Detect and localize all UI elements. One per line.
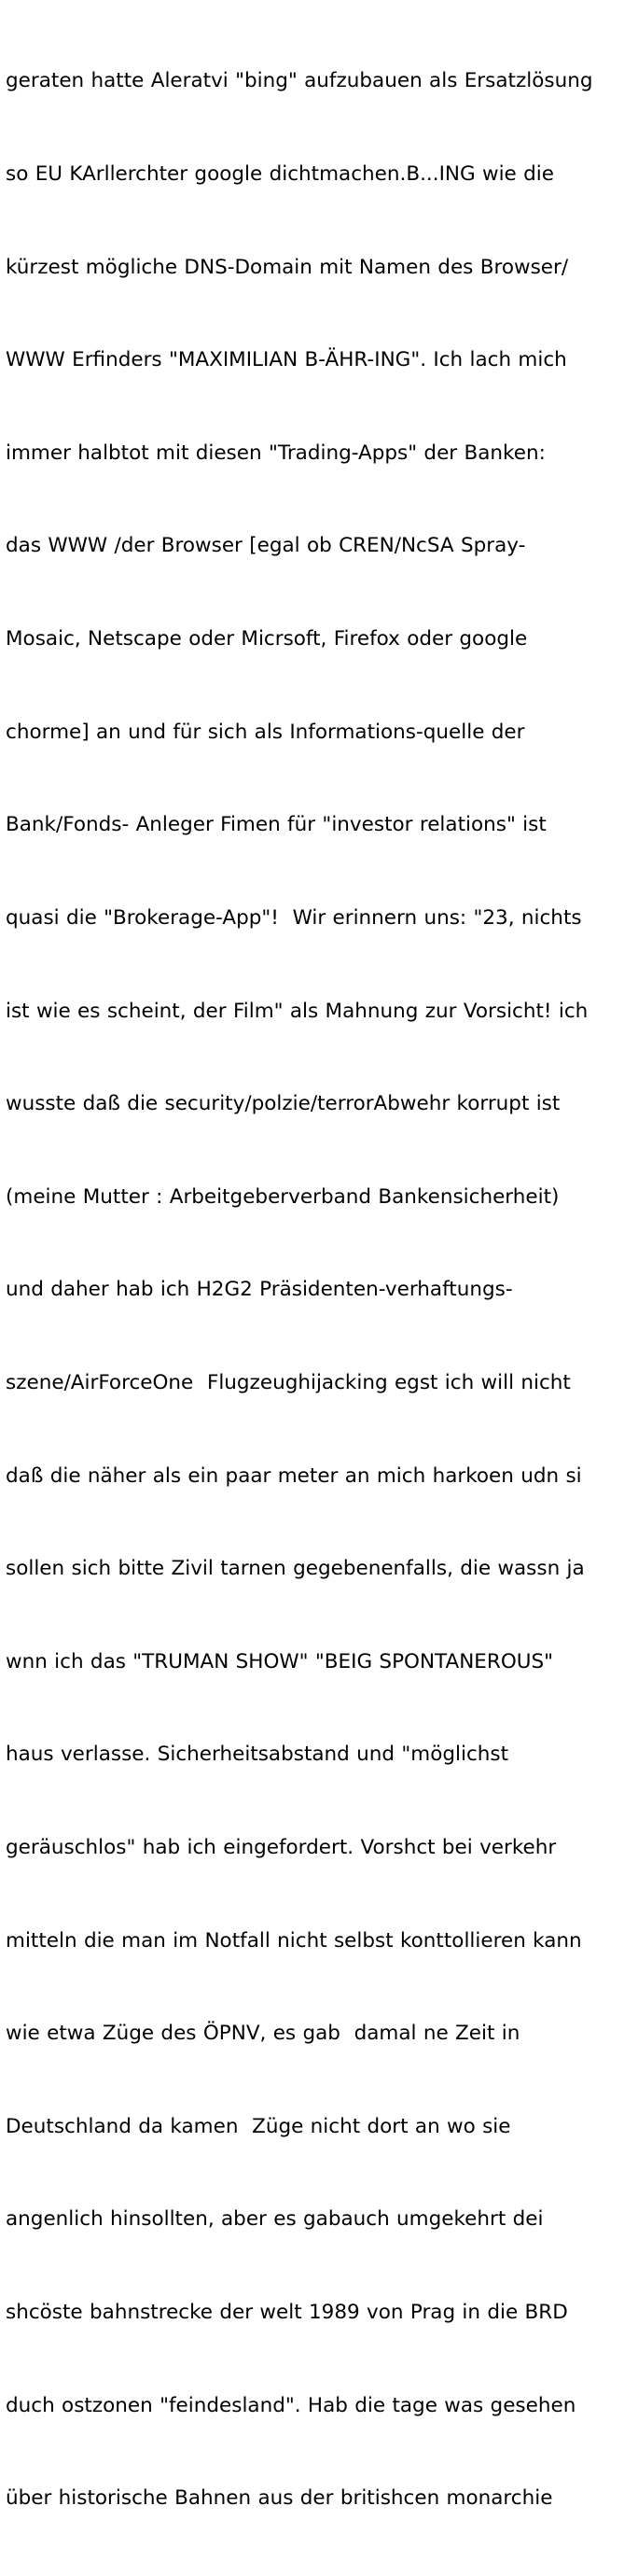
text-line: über historische Bahnen aus der britishcen monarchie — [6, 2486, 553, 2511]
text-line: so EU KArllerchter google dichtmachen.B...ING wie die — [6, 162, 554, 187]
text-line: geräuschlos" hab ich eingefordert. Vorshct bei verkehr — [6, 1835, 557, 1859]
text-line: chorme] an und für sich als Informations-quelle der — [6, 720, 525, 744]
text-line: Bank/Fonds- Anleger Fimen für "investor relations" ist — [6, 813, 547, 837]
text-line: und daher hab ich H2G2 Präsidenten-verhaftungs- — [6, 1278, 513, 1302]
text-line: WWW Erfinders "MAXIMILIAN B-ÄHR-ING". Ich lach mich — [6, 348, 567, 372]
text-line: immer halbtot mit diesen "Trading-Apps" der Banken: — [6, 441, 546, 465]
text-line: daß die näher als ein paar meter an mich harkoen udn si — [6, 1463, 582, 1488]
text-line: geraten hatte Aleratvi "bing" aufzubauen als Ersatzlösung — [6, 69, 593, 93]
text-line: sollen sich bitte Zivil tarnen gegebenenfalls, die wassn ja — [6, 1557, 585, 1581]
text-line: Deutschland da kamen Züge nicht dort an wo sie — [6, 2114, 511, 2138]
text-line: Mosaic, Netscape oder Micrsoft, Firefox oder google — [6, 627, 528, 651]
text-line: wie etwa Züge des ÖPNV, es gab damal ne Zeit in — [6, 2022, 520, 2046]
text-line: szene/AirForceOne Flugzeughijacking egst ich will nicht — [6, 1370, 571, 1394]
text-line: ist wie es scheint, der Film" als Mahnung zur Vorsicht! ich — [6, 999, 589, 1023]
text-line: wusste daß die security/polzie/terrorAbwehr korrupt ist — [6, 1092, 561, 1116]
text-line: duch ostzonen "feindesland". Hab die tage was gesehen — [6, 2393, 576, 2417]
document-body-text — [6, 4, 632, 2576]
text-line: das WWW /der Browser [egal ob CREN/NcSA Spray- — [6, 534, 526, 558]
text-line: kürzest mögliche DNS-Domain mit Namen des Browser/ — [6, 255, 569, 279]
text-line: shcöste bahnstrecke der welt 1989 von Prag in die BRD — [6, 2301, 568, 2325]
text-line: angenlich hinsollten, aber es gabauch umgekehrt dei — [6, 2207, 544, 2232]
text-line: wnn ich das "TRUMAN SHOW" "BEIG SPONTANEROUS" — [6, 1649, 554, 1673]
text-line: haus verlasse. Sicherheitsabstand und "möglichst — [6, 1743, 509, 1767]
text-line: quasi die "Brokerage-App"! Wir erinnern uns: "23, nichts — [6, 905, 582, 930]
text-line: (meine Mutter : Arbeitgeberverband Bankensicherheit) — [6, 1184, 560, 1209]
text-line: mitteln die man im Notfall nicht selbst konttollieren kann — [6, 1928, 582, 1953]
